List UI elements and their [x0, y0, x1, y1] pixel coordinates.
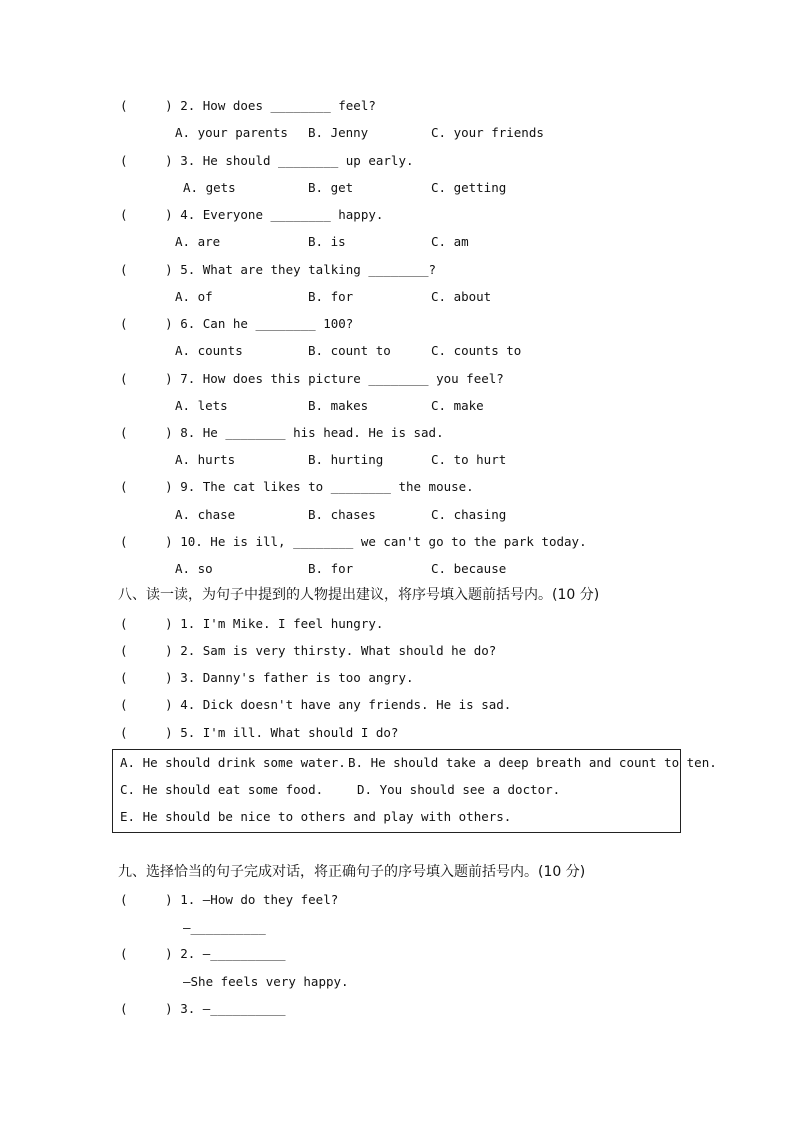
section-8-item: ( ) 4. Dick doesn't have any friends. He is sad.: [120, 697, 512, 712]
option-a: A. your parents: [175, 125, 288, 140]
option-a: A. counts: [175, 343, 243, 358]
option-c: C. make: [431, 398, 484, 413]
section-9-title: 九、选择恰当的句子完成对话，将正确句子的序号填入题前括号内。(10 分): [118, 864, 586, 880]
question-text: ( ) 4. Everyone ________ happy.: [120, 207, 384, 222]
box-option-a: A. He should drink some water.: [120, 755, 346, 770]
option-c: C. your friends: [431, 125, 544, 140]
option-a: A. gets: [183, 180, 236, 195]
dialogue-answer-blank: —__________: [183, 920, 266, 935]
option-c: C. about: [431, 289, 492, 304]
option-b: B. is: [308, 234, 346, 249]
option-c: C. to hurt: [431, 452, 507, 467]
section-8-item: ( ) 3. Danny's father is too angry.: [120, 670, 414, 685]
dialogue-line: ( ) 3. —__________: [120, 1001, 286, 1016]
option-c: C. getting: [431, 180, 507, 195]
dialogue-answer: —She feels very happy.: [183, 974, 349, 989]
dialogue-line: ( ) 1. —How do they feel?: [120, 892, 339, 907]
option-a: A. so: [175, 561, 213, 576]
answer-options-box: [112, 749, 717, 833]
section-8-title: 八、读一读，为句子中提到的人物提出建议，将序号填入题前括号内。(10 分): [118, 587, 600, 603]
option-c: C. chasing: [431, 507, 507, 522]
option-a: A. of: [175, 289, 213, 304]
question-text: ( ) 10. He is ill, ________ we can't go to the park today.: [120, 534, 587, 549]
option-a: A. chase: [175, 507, 236, 522]
question-text: ( ) 8. He ________ his head. He is sad.: [120, 425, 444, 440]
option-b: B. get: [308, 180, 354, 195]
box-option-b: B. He should take a deep breath and count to ten.: [348, 755, 717, 770]
option-b: B. chases: [308, 507, 376, 522]
question-text: ( ) 2. How does ________ feel?: [120, 98, 376, 113]
option-b: B. hurting: [308, 452, 384, 467]
question-text: ( ) 5. What are they talking ________?: [120, 262, 437, 277]
section-8-item: ( ) 2. Sam is very thirsty. What should he do?: [120, 643, 497, 658]
option-a: A. hurts: [175, 452, 236, 467]
dialogue-line: ( ) 2. —__________: [120, 946, 286, 961]
option-b: B. makes: [308, 398, 369, 413]
box-option-e: E. He should be nice to others and play with others.: [120, 809, 512, 824]
option-b: B. Jenny: [308, 125, 369, 140]
option-c: C. because: [431, 561, 507, 576]
question-text: ( ) 6. Can he ________ 100?: [120, 316, 354, 331]
option-c: C. counts to: [431, 343, 522, 358]
option-b: B. for: [308, 289, 354, 304]
question-text: ( ) 9. The cat likes to ________ the mouse.: [120, 479, 474, 494]
question-text: ( ) 3. He should ________ up early.: [120, 153, 414, 168]
section-8-item: ( ) 5. I'm ill. What should I do?: [120, 725, 399, 740]
option-b: B. count to: [308, 343, 391, 358]
option-a: A. lets: [175, 398, 228, 413]
question-text: ( ) 7. How does this picture ________ you feel?: [120, 371, 504, 386]
box-option-d: D. You should see a doctor.: [357, 782, 561, 797]
option-b: B. for: [308, 561, 354, 576]
section-8-item: ( ) 1. I'm Mike. I feel hungry.: [120, 616, 384, 631]
box-option-c: C. He should eat some food.: [120, 782, 324, 797]
option-c: C. am: [431, 234, 469, 249]
option-a: A. are: [175, 234, 221, 249]
